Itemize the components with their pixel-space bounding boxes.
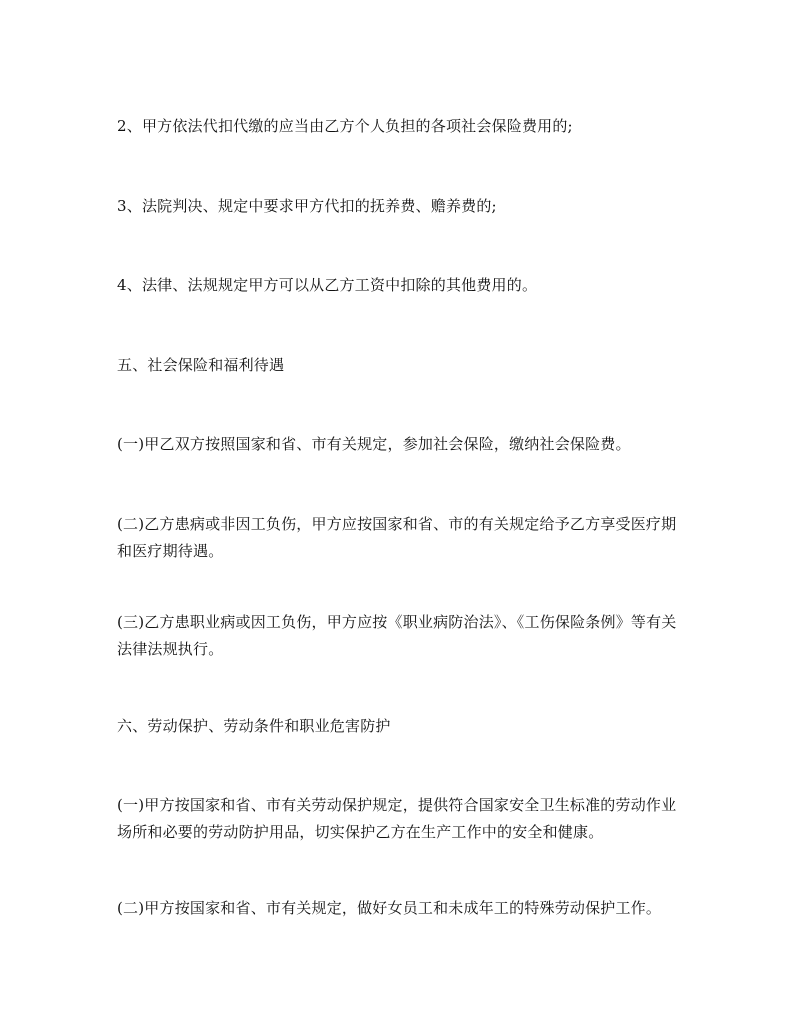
clause-3-deduction-court-ordered: 3、法院判决、规定中要求甲方代扣的抚养费、赡养费的; <box>117 197 497 215</box>
clause-4-deduction-other-legal: 4、法律、法规规定甲方可以从乙方工资中扣除的其他费用的。 <box>117 276 538 294</box>
clause-2-deduction-social-insurance: 2、甲方依法代扣代缴的应当由乙方个人负担的各项社会保险费用的; <box>117 117 573 135</box>
section-heading-social-insurance: 五、社会保险和福利待遇 <box>117 356 285 374</box>
labor-protection-item-2: (二)甲方按国家和省、市有关规定，做好女员工和未成年工的特殊劳动保护工作。 <box>117 899 662 917</box>
social-insurance-item-1: (一)甲乙双方按照国家和省、市有关规定，参加社会保险，缴纳社会保险费。 <box>117 435 631 453</box>
section-heading-labor-protection: 六、劳动保护、劳动条件和职业危害防护 <box>117 717 391 735</box>
labor-protection-item-1: (一)甲方按国家和省、市有关劳动保护规定，提供符合国家安全卫生标准的劳动作业场所和必要的劳动防护用品，切实保护乙方在生产工作中的安全和健康。 <box>117 796 677 841</box>
social-insurance-item-3: (三)乙方患职业病或因工负伤，甲方应按《职业病防治法》、《工伤保险条例》等有关法律法规执行。 <box>117 613 677 658</box>
social-insurance-item-2: (二)乙方患病或非因工负伤，甲方应按国家和省、市的有关规定给予乙方享受医疗期和医疗期待遇。 <box>117 515 677 560</box>
